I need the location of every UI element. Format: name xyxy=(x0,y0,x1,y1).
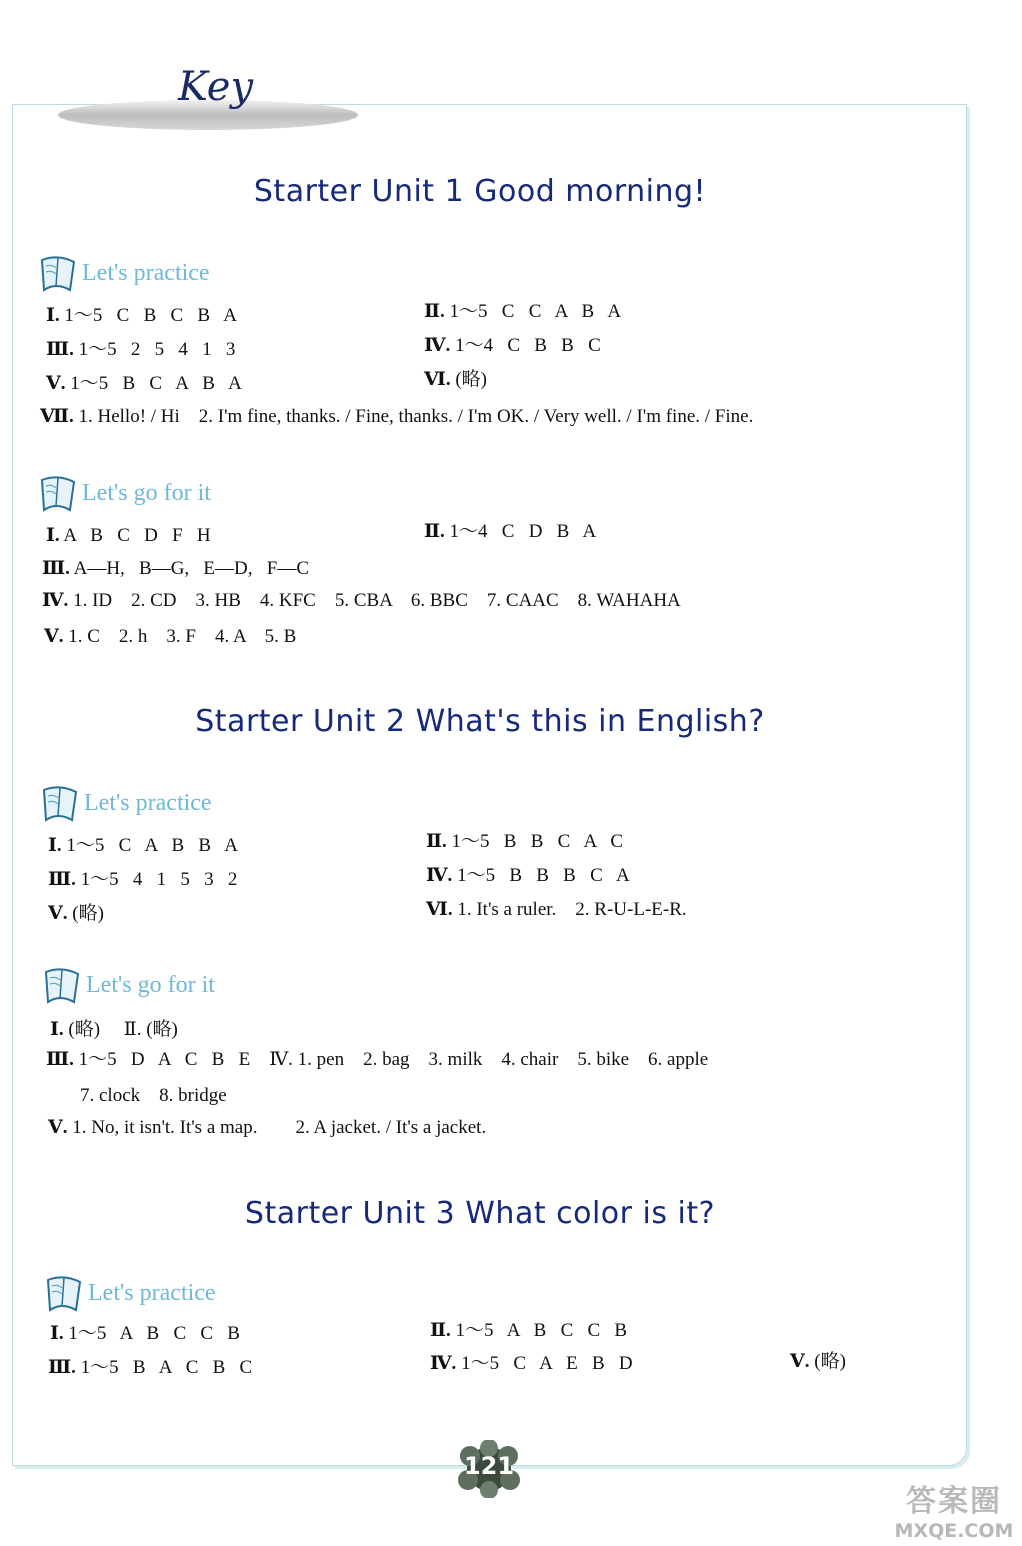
book-icon xyxy=(40,782,80,826)
answer-line: Ⅰ. (略) Ⅱ. (略) xyxy=(50,1019,178,1040)
watermark-url: MXQE.COM xyxy=(894,1520,1014,1542)
section-label: Let's go for it xyxy=(86,972,215,998)
unit-title-1: Starter Unit 1 Good morning! xyxy=(253,174,707,209)
answer-line: Ⅳ. 1～5 C A E B D xyxy=(430,1353,633,1374)
book-icon xyxy=(44,1272,84,1316)
answer-line: Ⅳ. 1. ID 2. CD 3. HB 4. KFC 5. CBA 6. BBC 7. CAAC 8. WAHAHA xyxy=(42,590,681,611)
answer-line: Ⅲ. A—H, B—G, E—D, F—C xyxy=(42,558,309,579)
answer-line: Ⅴ. (略) xyxy=(48,903,104,924)
answer-line: Ⅰ. A B C D F H xyxy=(46,525,211,546)
section-label: Let's go for it xyxy=(82,480,211,506)
answer-line: 7. clock 8. bridge xyxy=(80,1085,227,1106)
answer-line: Ⅲ. 1～5 D A C B E Ⅳ. 1. pen 2. bag 3. milk 4. chair 5. bike 6. apple xyxy=(46,1049,709,1070)
book-icon xyxy=(42,964,82,1008)
answer-line: Ⅳ. 1～4 C B B C xyxy=(424,335,601,356)
answer-line: Ⅴ. 1. C 2. h 3. F 4. A 5. B xyxy=(44,626,297,647)
book-icon xyxy=(38,472,78,516)
answer-line: Ⅰ. 1～5 A B C C B xyxy=(50,1323,240,1344)
answer-line: Ⅴ. 1. No, it isn't. It's a map. 2. A jacket. / It's a jacket. xyxy=(48,1117,487,1138)
section-label: Let's practice xyxy=(82,260,210,286)
answer-line: Ⅲ. 1～5 2 5 4 1 3 xyxy=(46,339,236,360)
answer-line: Ⅱ. 1～5 B B C A C xyxy=(426,831,624,852)
section-label: Let's practice xyxy=(84,790,212,816)
unit-title-2: Starter Unit 2 What's this in English? xyxy=(195,704,765,739)
answer-line: Ⅵ. 1. It's a ruler. 2. R-U-L-E-R. xyxy=(426,899,687,920)
answer-line: Ⅲ. 1～5 4 1 5 3 2 xyxy=(48,869,238,890)
unit-title-3: Starter Unit 3 What color is it? xyxy=(244,1196,716,1231)
book-icon xyxy=(38,252,78,296)
answer-line: Ⅰ. 1～5 C A B B A xyxy=(48,835,238,856)
answer-line: Ⅱ. 1～5 C C A B A xyxy=(424,301,622,322)
answer-line: Ⅵ. (略) xyxy=(424,369,488,390)
answer-line: Ⅳ. 1～5 B B B C A xyxy=(426,865,630,886)
section-label: Let's practice xyxy=(88,1280,216,1306)
answer-line: Ⅰ. 1～5 C B C B A xyxy=(46,305,238,326)
key-title: Key xyxy=(178,64,254,110)
watermark-text: 答案圈 xyxy=(906,1484,1002,1519)
watermark xyxy=(884,1476,1022,1542)
answer-line: Ⅱ. 1～4 C D B A xyxy=(424,521,597,542)
page-number: 121 xyxy=(463,1452,515,1480)
answer-line: Ⅶ. 1. Hello! / Hi 2. I'm fine, thanks. / Fine, thanks. / I'm OK. / Very well. / I'm fine. / Fine. xyxy=(40,406,754,427)
answer-line: Ⅴ. 1～5 B C A B A xyxy=(46,373,242,394)
answer-line: Ⅴ. (略) xyxy=(790,1351,846,1372)
answer-line: Ⅱ. 1～5 A B C C B xyxy=(430,1320,628,1341)
answer-line: Ⅲ. 1～5 B A C B C xyxy=(48,1357,253,1378)
